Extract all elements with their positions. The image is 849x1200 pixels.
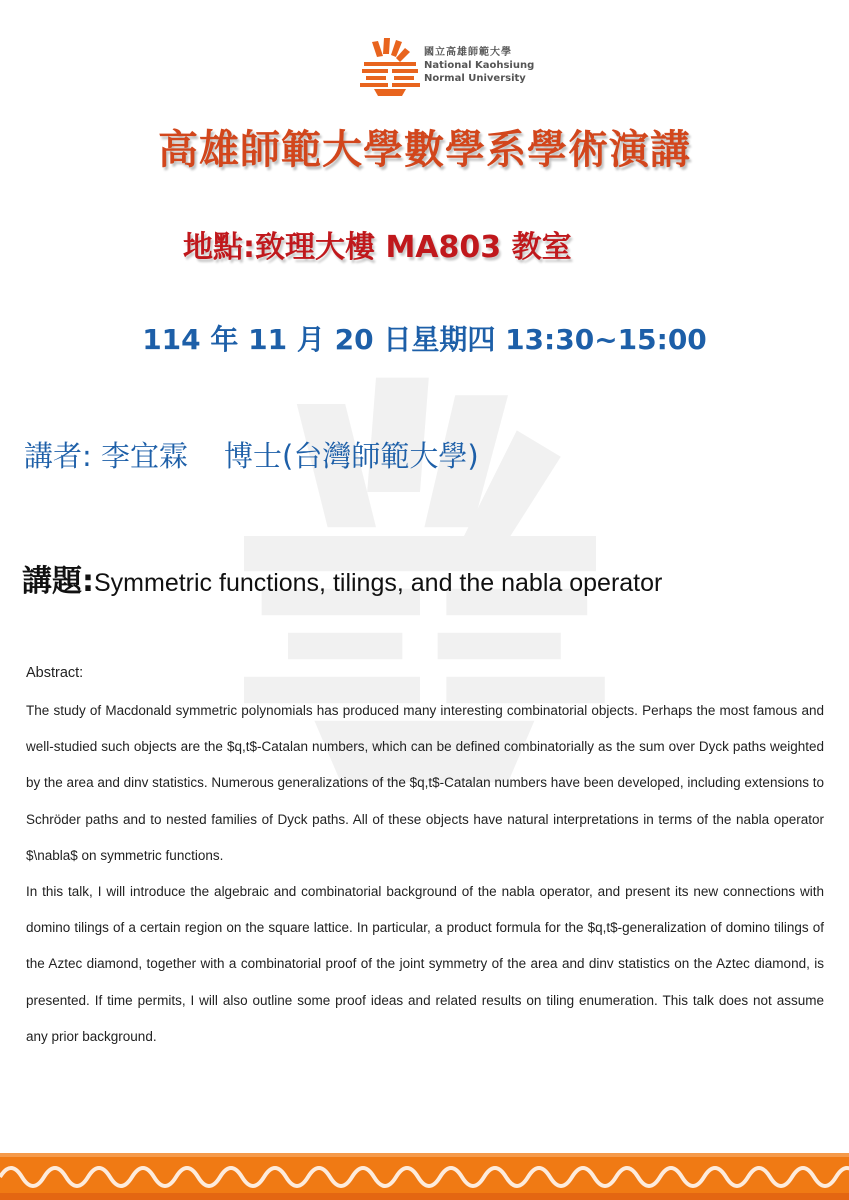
location: 地點:致理大樓 MA803 教室 <box>183 230 572 265</box>
speaker-label: 講者: <box>24 439 92 473</box>
topic-text: Symmetric functions, tilings, and the nabla operator <box>94 569 663 597</box>
abstract-paragraph-2: In this talk, I will introduce the algebraic and combinatorial background of the nabla operator, and present its new connections with domino tilings of a certain region on the square lattice. In particular, a product formula for the $q,t$-generalization of domino tilings of the Aztec diamond, together with a combinatorial proof of the joint symmetry of the area and dinv statistics on the Aztec diamond, is presented. If time permits, I will also outline some proof ideas and related results on tiling enumeration. This talk does not assume any prior background. <box>26 884 824 1044</box>
topic-label: 講題: <box>22 564 94 599</box>
university-name-en-2: Normal University <box>424 73 526 84</box>
university-name-en-1: National Kaohsiung <box>424 60 535 71</box>
topic-line <box>22 556 662 600</box>
poster-title: 高雄師範大學數學系學術演講 <box>158 126 691 173</box>
university-name-zh: 國立高雄師範大學 <box>424 47 512 58</box>
abstract-heading: Abstract: <box>26 665 84 681</box>
footer-decorative-band <box>0 1153 849 1200</box>
abstract-paragraph-1: The study of Macdonald symmetric polynomials has produced many interesting combinatorial objects. Perhaps the most famous and well-studied such objects are the $q,t$-Catalan numbers, which can be defined combinatorially as the sum over Dyck paths weighted by the area and dinv statistics. Numerous generalizations of the $q,t$-Catalan numbers have been developed, including extensions to Schröder paths and to nested families of Dyck paths. All of these objects have natural interpretations in terms of the nabla operator $\nabla$ on symmetric functions. <box>26 703 824 863</box>
speaker-name: 李宜霖 <box>101 439 189 473</box>
speaker-line <box>24 434 479 475</box>
speaker-affiliation: 博士(台灣師範大學) <box>224 439 479 473</box>
university-logo-icon <box>358 36 422 98</box>
abstract-section <box>26 665 824 1055</box>
university-name <box>424 48 534 84</box>
date-time: 114 年 11 月 20 日星期四 13:30~15:00 <box>142 323 707 356</box>
